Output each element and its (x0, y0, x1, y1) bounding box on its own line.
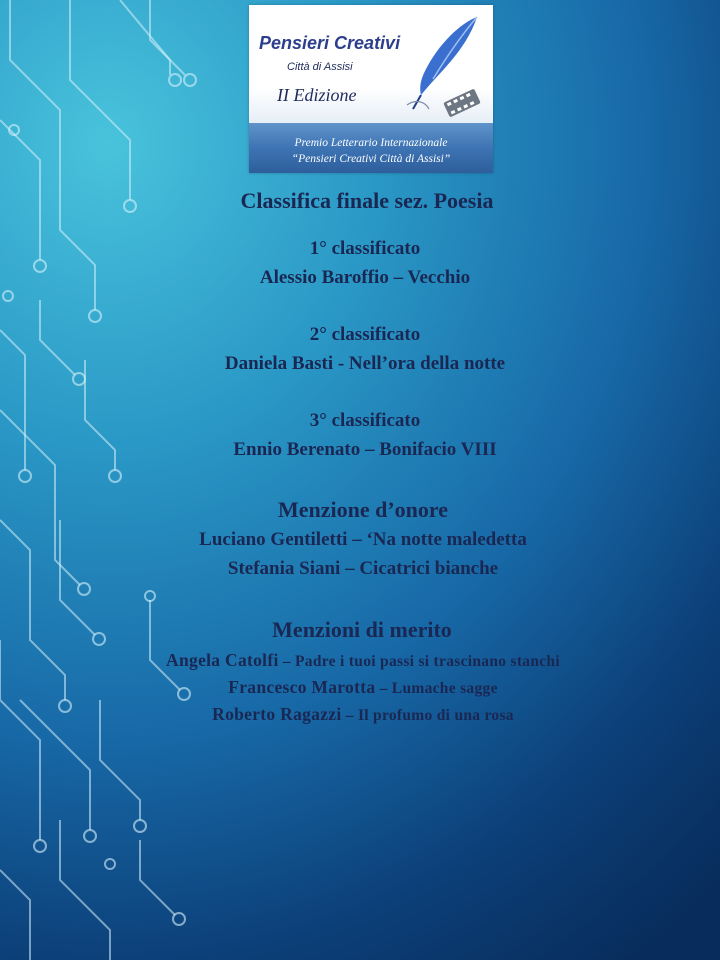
logo-band-line1: Premio Letterario Internazionale (294, 137, 448, 149)
merit-entry-1-title: – Padre i tuoi passi si trascinano stanchi (278, 653, 560, 670)
merit-entry-2-author: Francesco Marotta (228, 677, 376, 697)
place-1-entry: Alessio Baroffio – Vecchio (259, 267, 471, 288)
logo-edition: II Edizione (277, 85, 357, 105)
page-title: Classifica finale sez. Poesia (240, 188, 494, 213)
place-2-label: 2° classificato (309, 324, 421, 345)
merit-entry-2 (3, 677, 720, 698)
honor-heading: Menzione d’onore (277, 497, 449, 522)
honor-entry-1: Luciano Gentiletti – ‘Na notte maledetta (199, 529, 527, 550)
place-2-entry: Daniela Basti - Nell’ora della notte (224, 353, 506, 374)
logo-title: Pensieri Creativi (259, 33, 401, 53)
logo-city: Città di Assisi (287, 61, 353, 73)
merit-entry-1 (3, 650, 720, 671)
logo-band-line2: “Pensieri Creativi Città di Assisi” (291, 153, 451, 165)
place-1-label: 1° classificato (309, 238, 421, 259)
merit-entry-2-title: – Lumache sagge (375, 680, 498, 697)
place-3-label: 3° classificato (309, 410, 421, 431)
merit-heading: Menzioni di merito (272, 617, 452, 642)
merit-entry-3 (3, 704, 720, 725)
place-3-entry: Ennio Berenato – Bonifacio VIII (233, 439, 497, 460)
merit-entry-3-author: Roberto Ragazzi (212, 704, 342, 724)
honor-entry-2: Stefania Siani – Cicatrici bianche (227, 558, 499, 579)
merit-entry-3-title: – Il profumo di una rosa (341, 707, 514, 724)
merit-entry-1-author: Angela Catolfi (166, 650, 279, 670)
